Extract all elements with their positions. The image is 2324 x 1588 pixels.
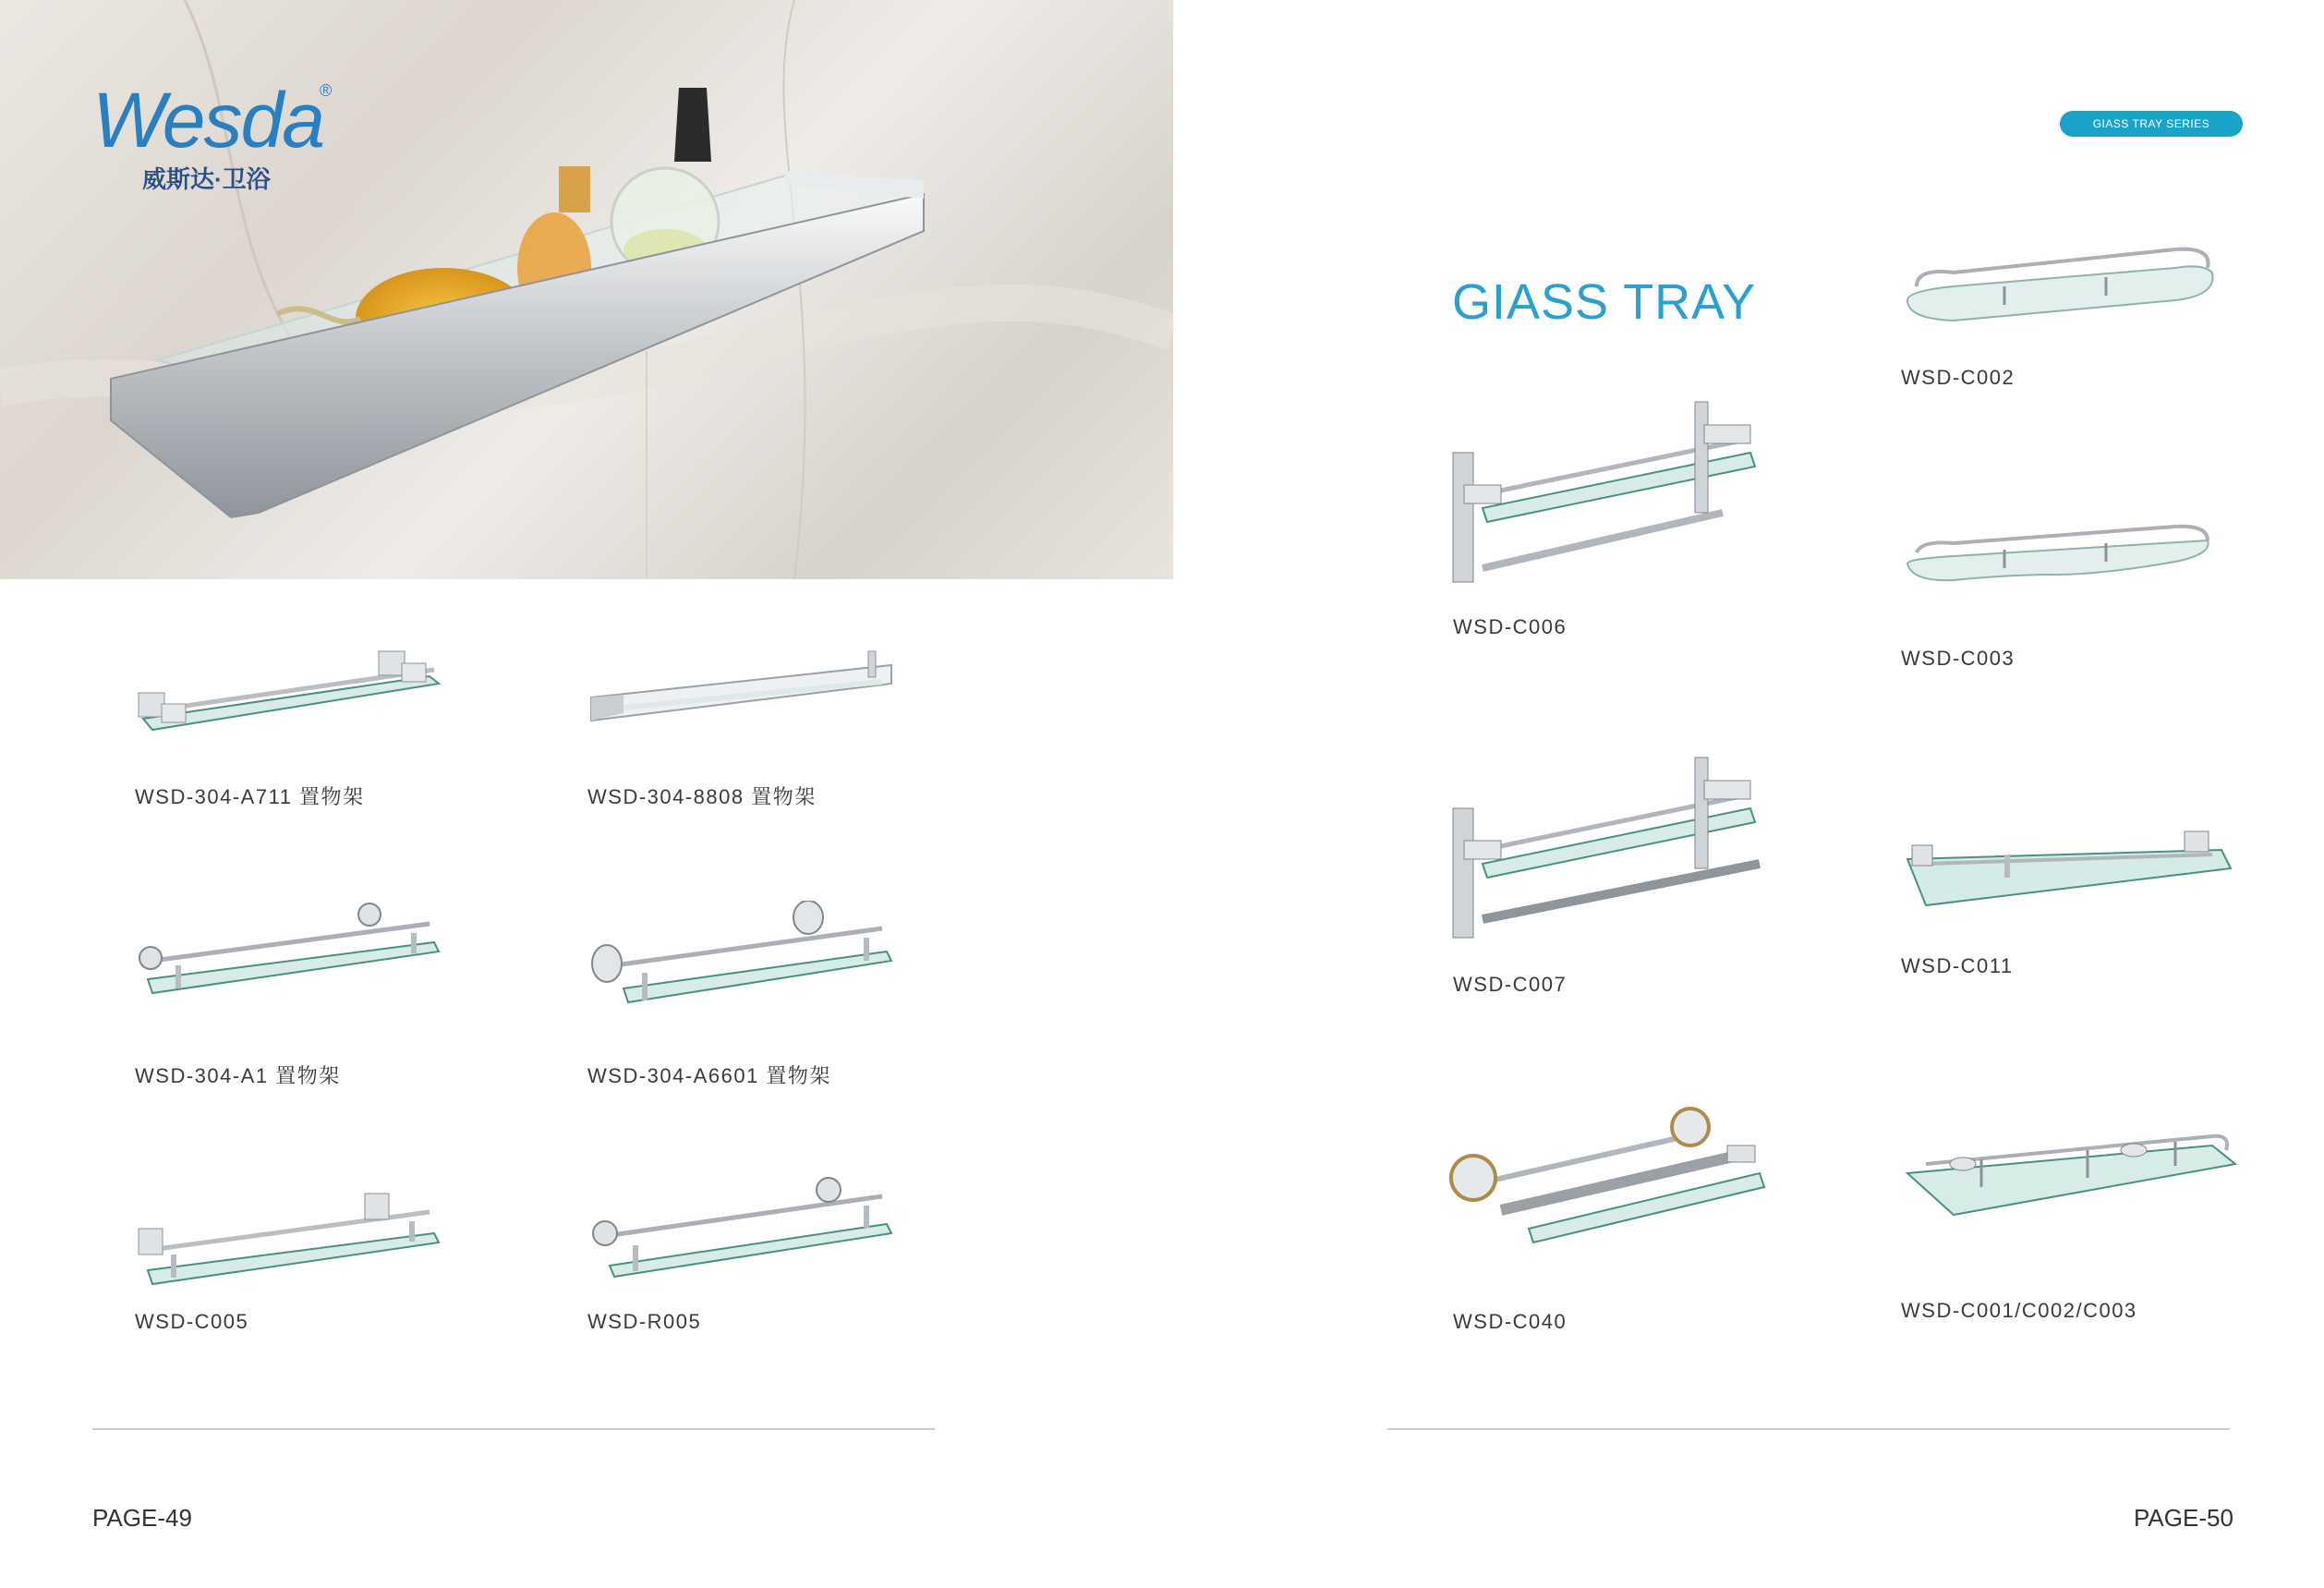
product-label: WSD-304-8808 置物架 [587,785,817,808]
product-image-c040 [1446,1099,1787,1256]
registered-mark: ® [320,81,333,100]
product-label: WSD-C011 [1901,954,2014,977]
product-image-c005 [134,1192,448,1293]
product-image-c001-c002-c003 [1898,1109,2240,1229]
product-image-c003 [1898,508,2221,600]
product-label: WSD-C001/C002/C003 [1901,1299,2137,1322]
logo-wordmark: Wesda [92,77,323,164]
product-label: WSD-304-A711 置物架 [135,785,365,808]
product-label: WSD-C006 [1453,615,1567,638]
product-label: WSD-C040 [1453,1310,1567,1333]
product-label: WSD-C002 [1901,366,2015,389]
divider-right [1387,1428,2230,1430]
product-label: WSD-C005 [135,1310,249,1333]
series-badge: GIASS TRAY SERIES [2060,111,2243,137]
product-image-c011 [1898,813,2240,915]
divider-left [92,1428,935,1430]
product-image-c007 [1446,753,1787,947]
product-image-c006 [1446,397,1787,591]
product-label: WSD-304-A6601 置物架 [587,1064,831,1087]
product-image-r005 [587,1173,901,1284]
page-number-left: PAGE-49 [92,1504,192,1532]
product-label: WSD-304-A1 置物架 [135,1064,341,1087]
logo-chinese-name: 威斯达·卫浴 [142,165,271,193]
product-label: WSD-R005 [587,1310,702,1333]
product-image-a711 [134,647,448,748]
page-number-right: PAGE-50 [2134,1504,2233,1532]
product-image-c002 [1898,236,2221,337]
brand-logo [92,77,351,201]
section-title: GIASS TRAY [1452,274,1757,330]
product-label: WSD-C007 [1453,973,1567,996]
product-image-a6601 [587,901,901,1012]
product-image-a1 [134,901,448,1002]
product-label: WSD-C003 [1901,647,2015,670]
product-image-8808 [587,647,901,748]
